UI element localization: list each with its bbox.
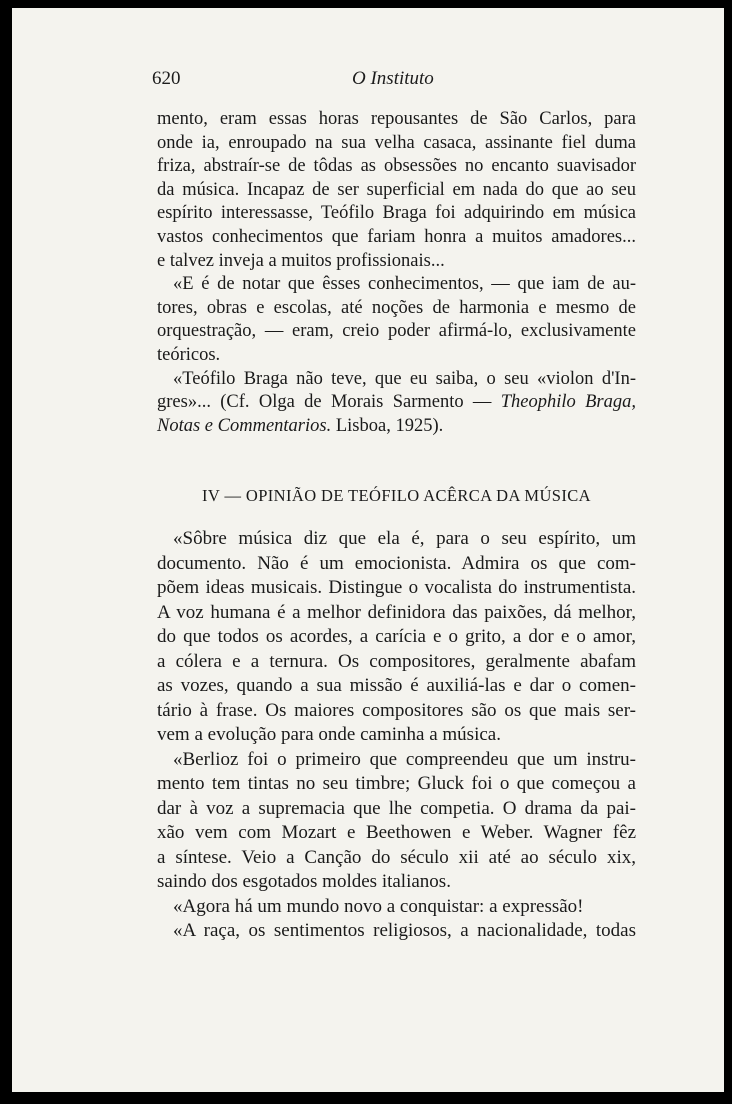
text-line: tores, obras e escolas, até noções de harmonia e mesmo de [157, 297, 636, 318]
text-line [157, 391, 636, 415]
text-line: onde ia, enroupado na sua velha casaca, assinante fiel duma [157, 132, 636, 153]
text-line: dar à voz a supremacia que lhe competia. O drama da pai- [157, 797, 636, 819]
text-line: põem ideas musicais. Distingue o vocalista do instrumentista. [157, 577, 636, 598]
text-line: documento. Não é um emocionista. Admira os que com- [157, 552, 636, 574]
citation-text: gres»... (Cf. Olga de Morais Sarmento — [157, 392, 501, 413]
running-title: O Instituto [352, 68, 434, 89]
text-line: «Agora há um mundo novo a conquistar: a expressão! [173, 895, 584, 917]
text-line: friza, abstraír-se de tôdas as obsessões no encanto suavisador [157, 156, 636, 177]
text-block-upper [157, 108, 636, 438]
text-line: vastos conhecimentos que fariam honra a muitos amadores... [157, 226, 636, 247]
section-heading: IV — OPINIÃO DE TEÓFILO ACÊRCA DA MÚSICA [202, 486, 591, 505]
paragraph-1 [157, 108, 636, 273]
text-line: tário à frase. Os maiores compositores são os que mais ser- [157, 699, 636, 721]
text-line: as vozes, quando a sua missão é auxiliá-las e dar o comen- [157, 675, 636, 696]
paragraph-7 [157, 919, 636, 944]
text-line: «E é de notar que êsses conhecimentos, — que iam de au- [173, 274, 636, 295]
text-line: «Sôbre música diz que ela é, para o seu espírito, um [173, 528, 636, 549]
text-block-lower [157, 527, 636, 944]
text-line: do que todos os acordes, a carícia e o grito, a dor e o amor, [157, 626, 636, 647]
text-line: saindo dos esgotados moldes italianos. [157, 871, 451, 892]
text-line: vem a evolução para onde caminha a música. [157, 724, 501, 745]
paragraph-2 [157, 273, 636, 367]
text-line: «A raça, os sentimentos religiosos, a nacionalidade, todas [173, 920, 636, 941]
paragraph-6 [157, 895, 636, 920]
text-line: teóricos. [157, 344, 221, 365]
text-line: «Berlioz foi o primeiro que compreendeu que um instru- [173, 748, 636, 770]
text-line: orquestração, — eram, creio poder afirmá-lo, exclusivamente [157, 321, 636, 342]
text-line: xão vem com Mozart e Beethowen e Weber. Wagner fêz [157, 822, 636, 843]
text-line: «Teófilo Braga não teve, que eu saiba, o seu «violon d'In- [173, 368, 636, 389]
text-line: mento tem tintas no seu timbre; Gluck foi o que começou a [157, 773, 636, 794]
page-number: 620 [152, 68, 181, 89]
book-page [12, 8, 724, 1092]
text-line: a cólera e a ternura. Os compositores, geralmente abafam [157, 650, 636, 672]
text-line: A voz humana é a melhor definidora das paixões, dá melhor, [157, 601, 636, 623]
text-line: a síntese. Veio a Canção do século xii até ao século xix, [157, 846, 636, 868]
text-line: da música. Incapaz de ser superficial em nada do que ao seu [157, 179, 636, 200]
paragraph-5 [157, 748, 636, 895]
citation-tail: Lisboa, 1925). [331, 415, 444, 436]
paragraph-4 [157, 527, 636, 748]
citation-title: Theophilo Braga, [500, 392, 636, 413]
text-line: mento, eram essas horas repousantes de São Carlos, para [157, 109, 636, 129]
citation-subtitle: Notas e Commentarios. [157, 415, 332, 436]
text-line: e talvez inveja a muitos profissionais... [157, 250, 445, 271]
page-header [152, 68, 634, 98]
text-line: espírito interessasse, Teófilo Braga foi adquirindo em música [157, 203, 636, 224]
text-line [157, 415, 636, 439]
paragraph-3 [157, 368, 636, 439]
